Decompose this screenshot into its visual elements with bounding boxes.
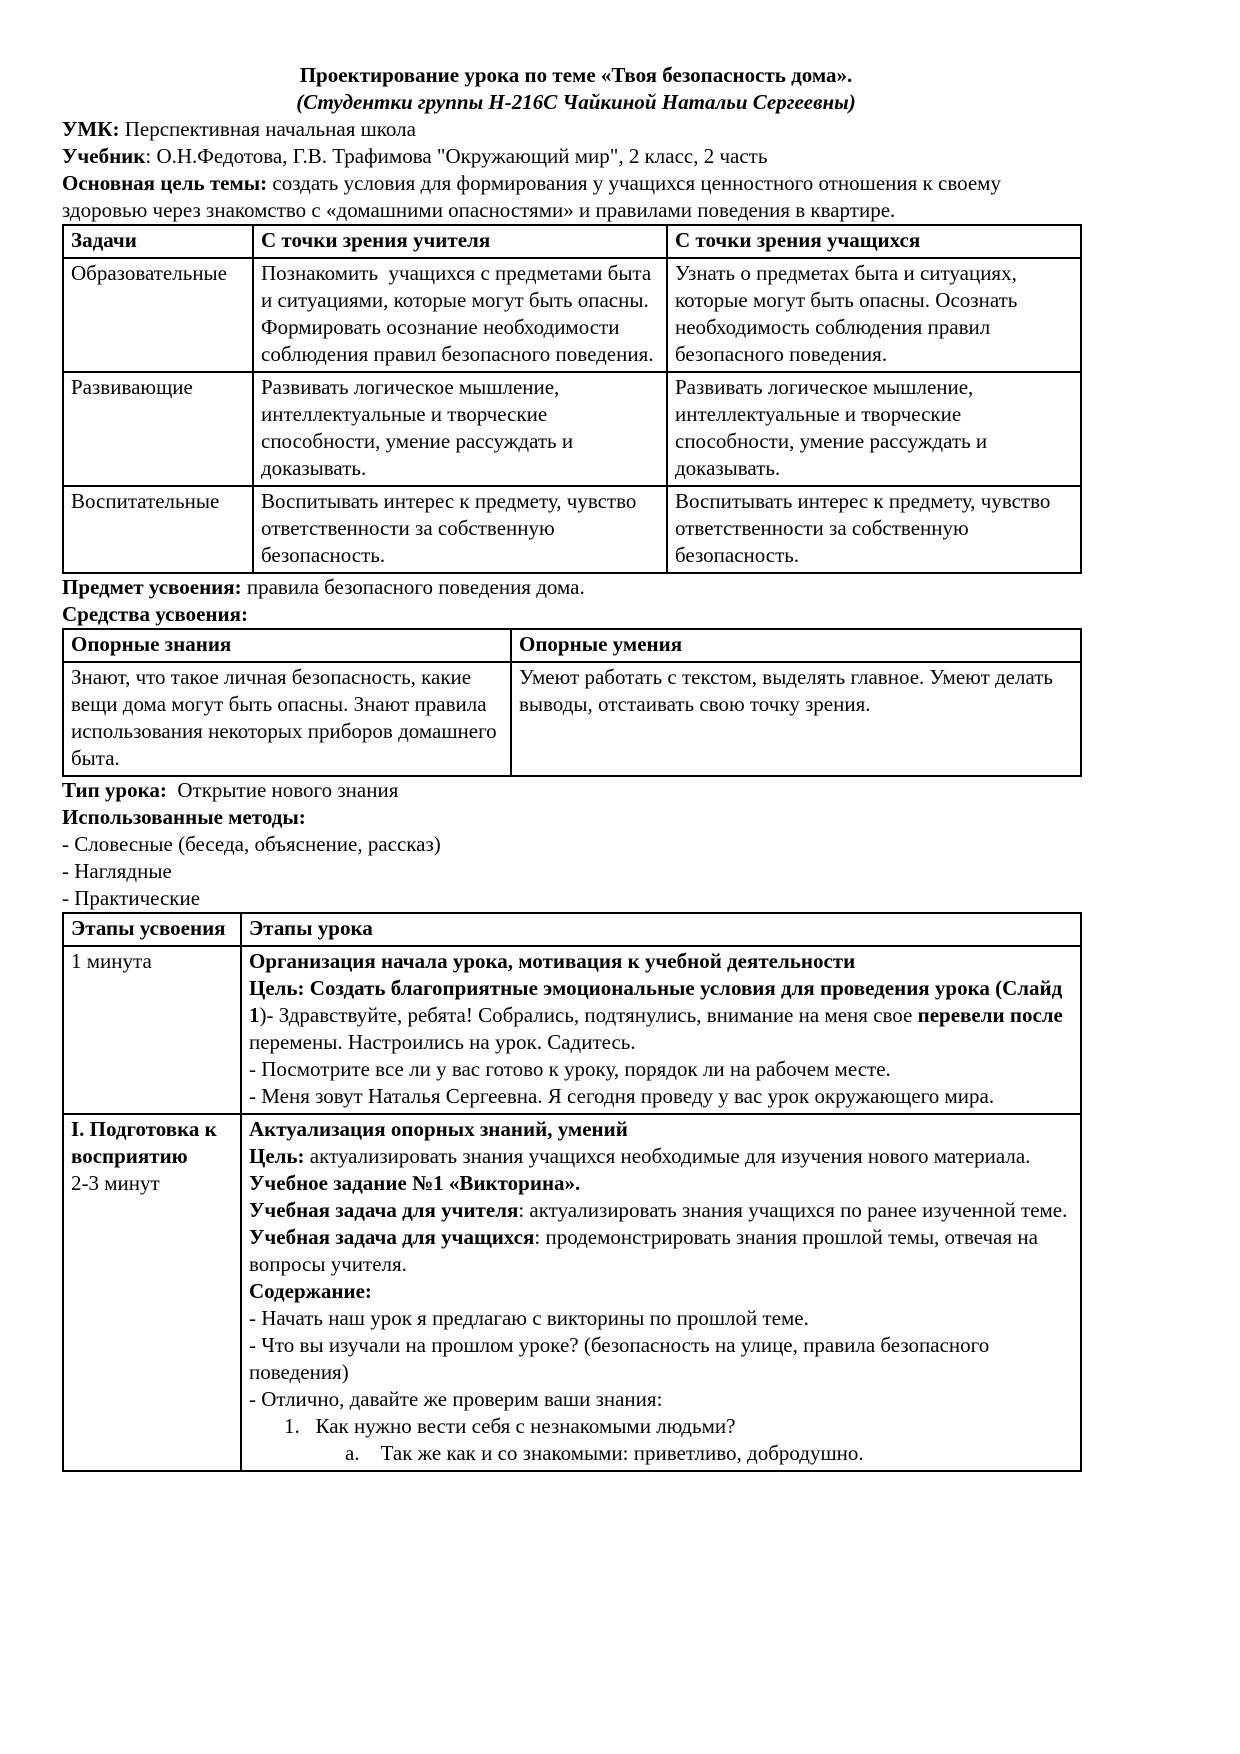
text-line xyxy=(249,1056,1074,1083)
text-line xyxy=(62,804,1090,831)
text-line xyxy=(249,1278,1074,1305)
text-segment: перемены. Настроились на урок. Садитесь. xyxy=(249,1003,1069,1054)
stage-row xyxy=(63,1114,1081,1471)
stages-table-body xyxy=(63,946,1081,1471)
stages-table xyxy=(62,912,1082,1472)
text-line xyxy=(62,116,1090,143)
text-segment: - Что вы изучали на прошлом уроке? (безопасность на улице, правила безопасного поведения) xyxy=(249,1333,995,1384)
skills-cell: Умеют работать с текстом, выделять главное. Умеют делать выводы, отстаивать свою точку зрения. xyxy=(511,662,1081,776)
stage-content-cell xyxy=(241,1114,1081,1471)
document-title xyxy=(62,62,1090,89)
text-segment: a. Так же как и со знакомыми: приветливо, добродушно. xyxy=(345,1441,864,1465)
teacher-view-cell: Познакомить учащихся с предметами быта и ситуациями, которые могут быть опасны. Формировать осознание необходимости соблюдения правил безопасного поведения. xyxy=(253,258,667,372)
text-segment: создать условия для формирования у учащихся ценностного отношения к своему здоровью через знакомство с «домашними опасностями» и правилами поведения в квартире. xyxy=(62,171,1007,222)
text-line xyxy=(249,1305,1074,1332)
text-segment: : актуализировать знания учащихся по ранее изученной теме. xyxy=(518,1198,1068,1222)
student-view-cell: Узнать о предметах быта и ситуациях, которые могут быть опасны. Осознать необходимость соблюдения правил безопасного поведения. xyxy=(667,258,1081,372)
text-line xyxy=(249,1197,1074,1224)
text-segment: актуализировать знания учащихся необходимые для изучения нового материала. xyxy=(309,1144,1031,1168)
bold-text-segment: Цель: Создать благоприятные эмоциональные условия для проведения урока (Слайд 1 xyxy=(249,976,1068,1027)
document-subtitle xyxy=(62,89,1090,116)
text-line xyxy=(249,1440,1074,1467)
text-line xyxy=(249,1143,1074,1170)
bold-text-segment: Организация начала урока, мотивация к учебной деятельности xyxy=(249,949,856,973)
text-line xyxy=(62,143,1090,170)
means-header-skills: Опорные умения xyxy=(511,629,1081,662)
text-line xyxy=(249,1413,1074,1440)
stages-header-content: Этапы урока xyxy=(241,913,1081,946)
task-name-cell: Образовательные xyxy=(63,258,253,372)
stages-header-row xyxy=(63,913,1081,946)
stage-name-cell xyxy=(63,946,241,1114)
text-segment: 1. Как нужно вести себя с незнакомыми людьми? xyxy=(284,1414,736,1438)
text-line xyxy=(62,885,1090,912)
tasks-table-row xyxy=(63,258,1081,372)
knowledge-cell: Знают, что такое личная безопасность, какие вещи дома могут быть опасны. Знают правила использования некоторых приборов домашнего быта. xyxy=(63,662,511,776)
subject-section xyxy=(62,574,1090,628)
text-segment: : продемонстрировать знания прошлой темы, отвечая на вопросы учителя. xyxy=(249,1225,1044,1276)
text-line xyxy=(249,1332,1074,1386)
bold-text-segment: Тип урока: xyxy=(62,778,173,802)
text-segment: 2-3 минут xyxy=(71,1171,160,1195)
bold-text-segment: I. Подготовка к восприятию xyxy=(71,1117,222,1168)
stage-content-cell xyxy=(241,946,1081,1114)
document-title-text: Проектирование урока по теме «Твоя безопасность дома». xyxy=(299,63,853,87)
tasks-header-tasks: Задачи xyxy=(63,225,253,258)
text-line xyxy=(71,1116,234,1170)
tasks-table xyxy=(62,224,1082,574)
text-line xyxy=(62,601,1090,628)
means-table-row xyxy=(63,662,1081,776)
text-segment: - Начать наш урок я предлагаю с викторины по прошлой теме. xyxy=(249,1306,809,1330)
task-name-cell: Воспитательные xyxy=(63,486,253,573)
stages-header-stage: Этапы усвоения xyxy=(63,913,241,946)
student-view-cell: Воспитывать интерес к предмету, чувство ответственности за собственную безопасность. xyxy=(667,486,1081,573)
text-line xyxy=(71,1170,234,1197)
text-line xyxy=(249,1170,1074,1197)
text-line xyxy=(71,948,234,975)
stage-row xyxy=(63,946,1081,1114)
bold-text-segment: Основная цель темы: xyxy=(62,171,273,195)
student-view-cell: Развивать логическое мышление, интеллектуальные и творческие способности, умение рассуждать и доказывать. xyxy=(667,372,1081,486)
means-header-row xyxy=(63,629,1081,662)
tasks-table-row xyxy=(63,486,1081,573)
bold-text-segment: Содержание: xyxy=(249,1279,372,1303)
tasks-header-row xyxy=(63,225,1081,258)
bold-text-segment: перевели после xyxy=(917,1003,1063,1027)
text-segment: - Словесные (беседа, объяснение, рассказ) xyxy=(62,832,441,856)
text-line xyxy=(249,1116,1074,1143)
tasks-header-teacher: С точки зрения учителя xyxy=(253,225,667,258)
bold-text-segment: Учебник xyxy=(62,144,146,168)
means-table xyxy=(62,628,1082,777)
bold-text-segment: Использованные методы: xyxy=(62,805,306,829)
teacher-view-cell: Развивать логическое мышление, интеллектуальные и творческие способности, умение рассуждать и доказывать. xyxy=(253,372,667,486)
bold-text-segment: Учебная задача для учителя xyxy=(249,1198,519,1222)
text-line xyxy=(62,777,1090,804)
text-line xyxy=(249,1386,1074,1413)
text-segment: 1 минута xyxy=(71,949,152,973)
document-subtitle-text: (Студентки группы Н-216С Чайкиной Натальи Сергеевны) xyxy=(296,90,856,114)
bold-text-segment: Учебное задание №1 «Викторина». xyxy=(249,1171,581,1195)
text-segment: : О.Н.Федотова, Г.В. Трафимова "Окружающий мир", 2 класс, 2 часть xyxy=(145,144,768,168)
text-line xyxy=(249,948,1074,975)
text-segment: Перспективная начальная школа xyxy=(124,117,416,141)
bold-text-segment: Средства усвоения: xyxy=(62,602,248,626)
text-line xyxy=(249,1083,1074,1110)
text-line xyxy=(62,831,1090,858)
text-segment: - Практические xyxy=(62,886,201,910)
bold-text-segment: УМК: xyxy=(62,117,125,141)
text-segment: - Меня зовут Наталья Сергеевна. Я сегодня проведу у вас урок окружающего мира. xyxy=(249,1084,995,1108)
text-segment: - Посмотрите все ли у вас готово к уроку, порядок ли на рабочем месте. xyxy=(249,1057,891,1081)
text-segment: )- Здравствуйте, ребята! Собрались, подтянулись, внимание на меня свое xyxy=(259,1003,918,1027)
bold-text-segment: Предмет усвоения: xyxy=(62,575,247,599)
text-segment: - Наглядные xyxy=(62,859,172,883)
text-segment: Открытие нового знания xyxy=(172,778,399,802)
bold-text-segment: Цель: xyxy=(249,1144,310,1168)
stage-name-cell xyxy=(63,1114,241,1471)
bold-text-segment: Учебная задача для учащихся xyxy=(249,1225,535,1249)
intro-section xyxy=(62,116,1090,224)
text-line xyxy=(249,975,1074,1056)
tasks-table-row xyxy=(63,372,1081,486)
text-segment: правила безопасного поведения дома. xyxy=(246,575,585,599)
means-table-body xyxy=(63,662,1081,776)
tasks-table-body xyxy=(63,258,1081,573)
text-line xyxy=(62,170,1090,224)
text-line xyxy=(249,1224,1074,1278)
text-line xyxy=(62,858,1090,885)
teacher-view-cell: Воспитывать интерес к предмету, чувство ответственности за собственную безопасность. xyxy=(253,486,667,573)
lesson-type-section xyxy=(62,777,1090,912)
text-line xyxy=(62,574,1090,601)
text-segment: - Отлично, давайте же проверим ваши знания: xyxy=(249,1387,663,1411)
task-name-cell: Развивающие xyxy=(63,372,253,486)
bold-text-segment: Актуализация опорных знаний, умений xyxy=(249,1117,628,1141)
means-header-knowledge: Опорные знания xyxy=(63,629,511,662)
tasks-header-student: С точки зрения учащихся xyxy=(667,225,1081,258)
